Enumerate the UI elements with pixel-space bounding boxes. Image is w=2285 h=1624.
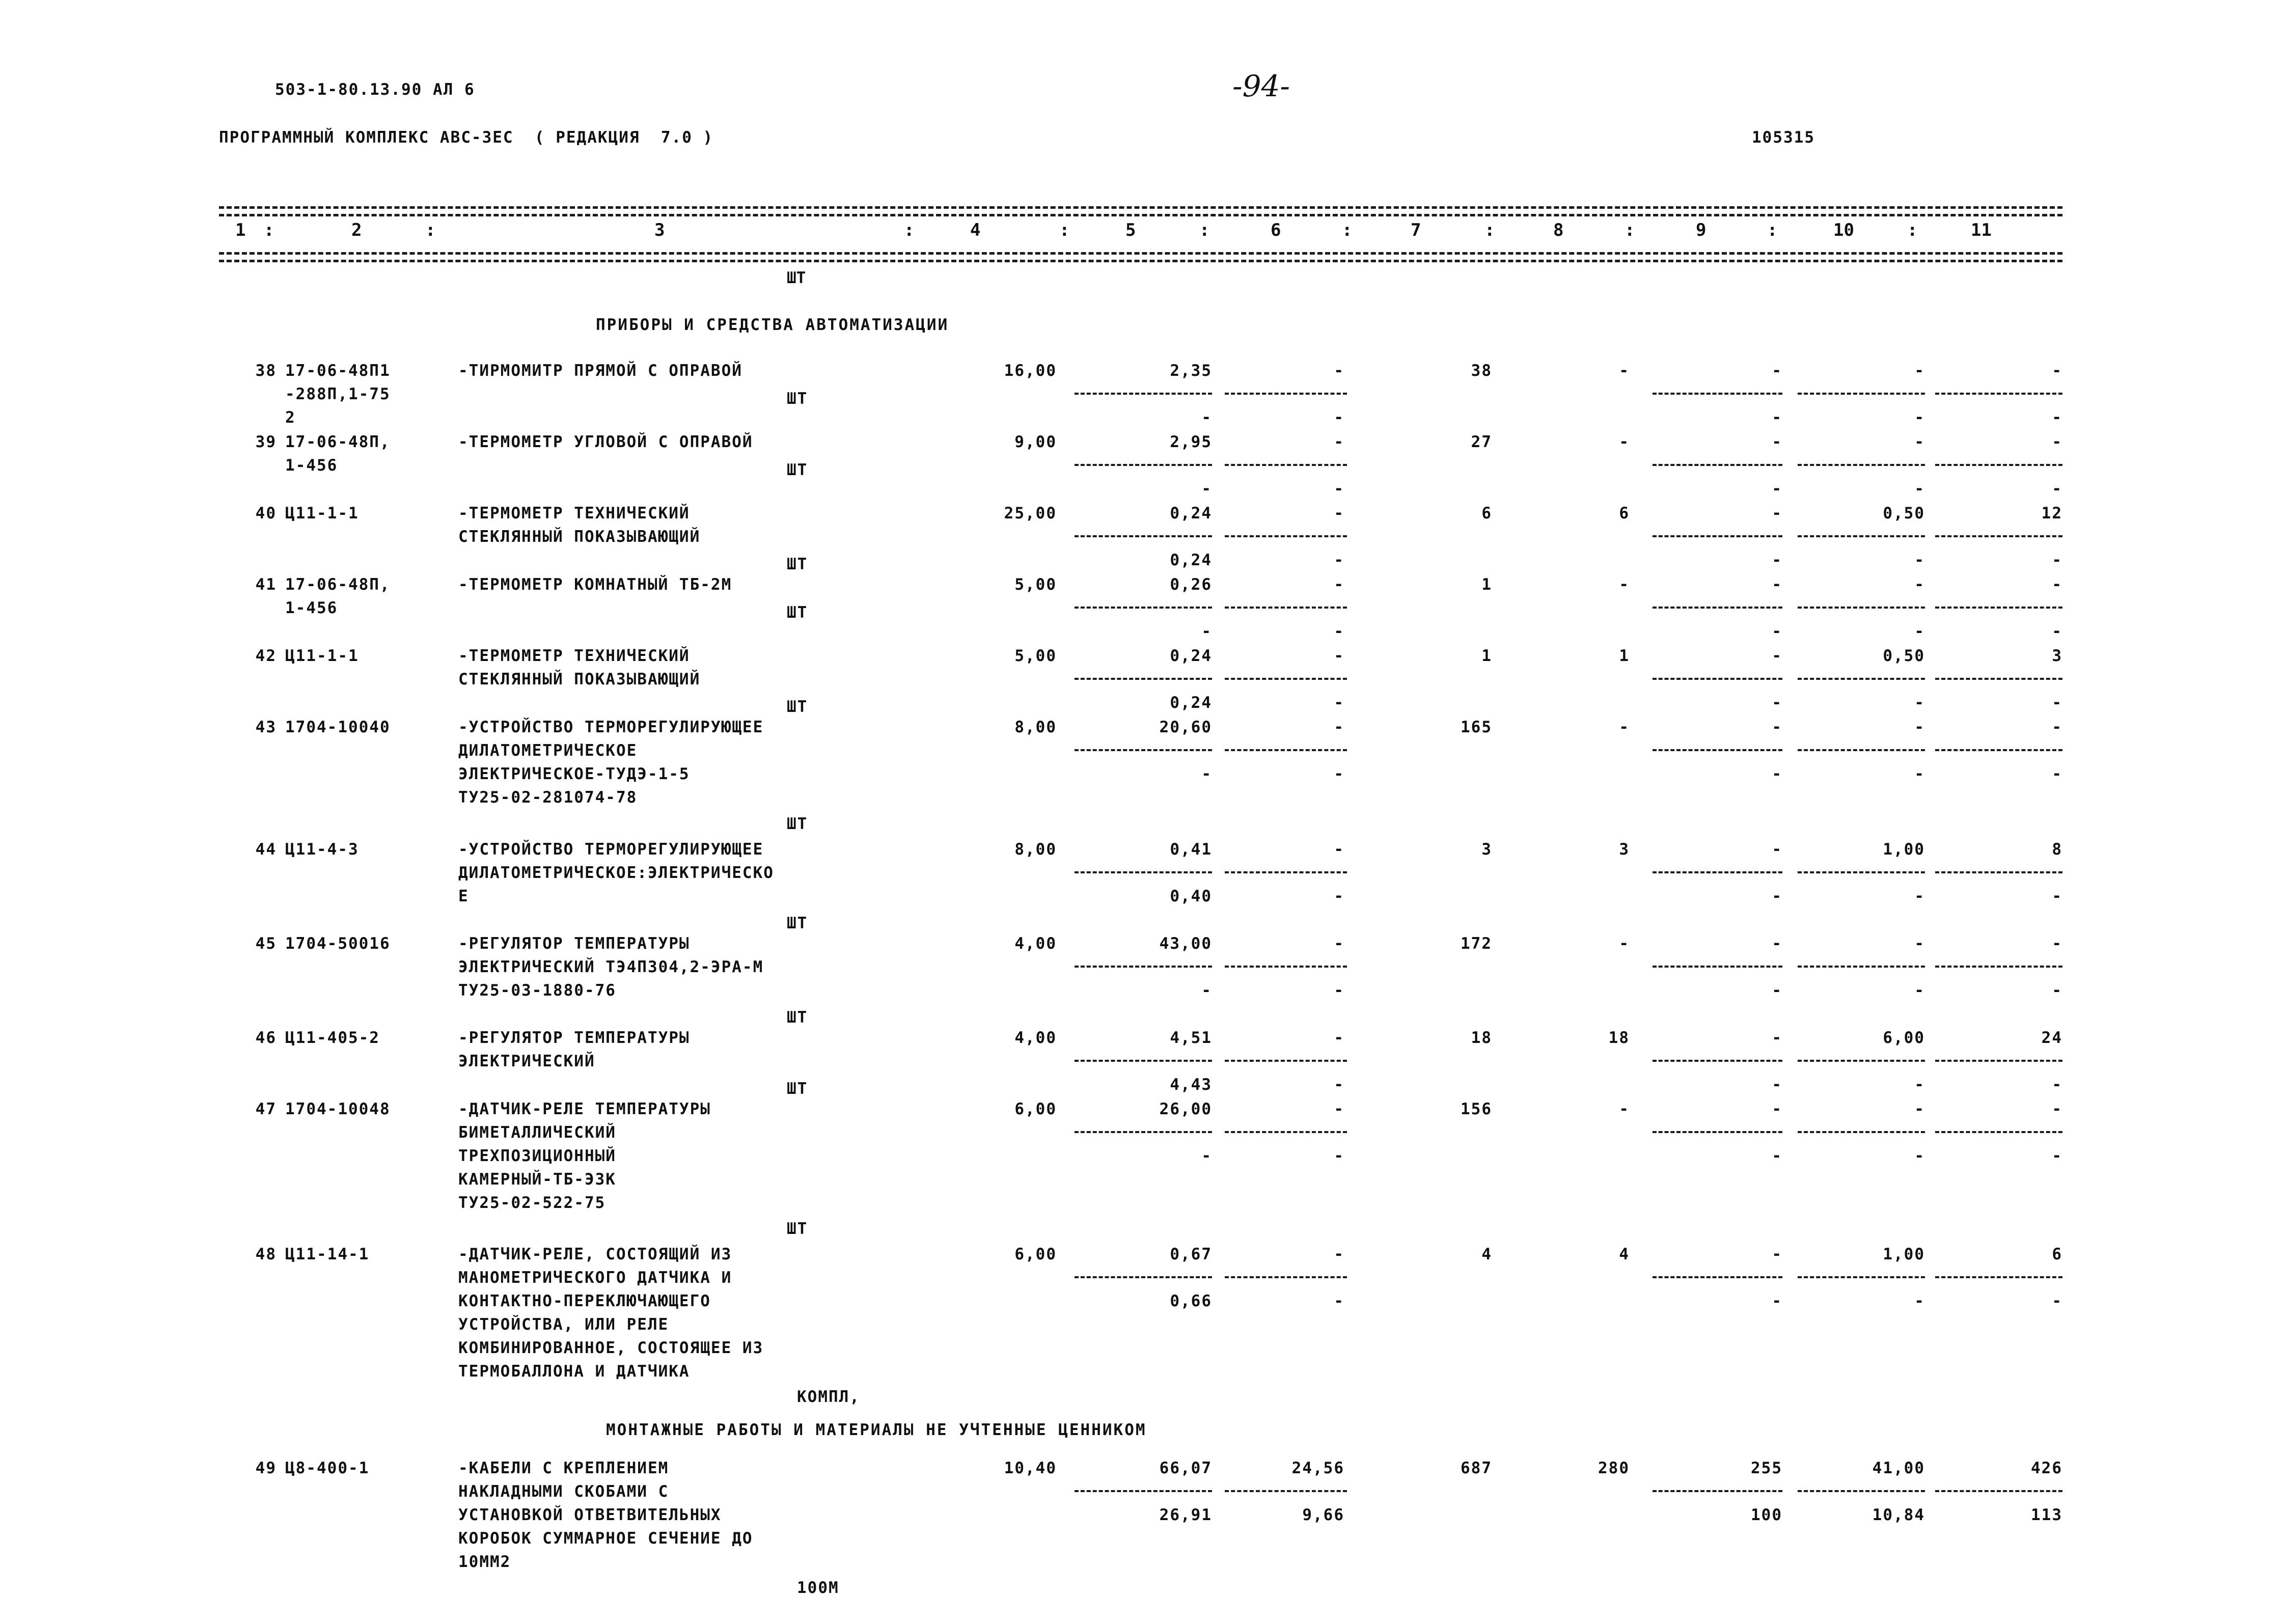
row-description: -РЕГУЛЯТОР ТЕМПЕРАТУРЫ ЭЛЕКТРИЧЕСКИЙ	[458, 1029, 690, 1070]
row-col-6: -	[1334, 1100, 1344, 1118]
row-col-6: -	[1334, 934, 1344, 953]
row-col-10: 6,00	[1883, 1029, 1925, 1047]
row-col-8: 18	[1608, 1029, 1630, 1047]
col-header-4: 4	[970, 220, 981, 240]
row-col-9-sub: -	[1772, 551, 1782, 569]
cell-separator	[1653, 678, 1782, 680]
row-col-5: 0,67	[1170, 1245, 1212, 1263]
row-col-5-sub: -	[1201, 480, 1212, 498]
cell-separator	[1225, 607, 1347, 609]
row-col-9-sub: -	[1772, 1292, 1782, 1310]
row-unit: 100М	[797, 1579, 839, 1597]
row-number: 45	[255, 934, 277, 953]
cell-separator	[1075, 678, 1212, 680]
row-col-8: -	[1619, 718, 1630, 736]
row-col-4: 8,00	[1014, 718, 1057, 736]
cell-separator	[1075, 871, 1212, 873]
row-col-11: 24	[2041, 1029, 2062, 1047]
row-col-10-sub: -	[1914, 981, 1925, 1000]
cell-separator	[1225, 464, 1347, 466]
row-col-6: -	[1334, 840, 1344, 859]
row-col-8: -	[1619, 934, 1630, 953]
row-col-11: -	[2052, 1100, 2062, 1118]
row-col-6-sub: -	[1334, 1147, 1344, 1165]
cell-separator	[1225, 393, 1347, 395]
row-col-6-sub: -	[1334, 981, 1344, 1000]
row-col-5: 0,26	[1170, 575, 1212, 594]
row-number: 40	[255, 504, 277, 522]
row-col-5: 4,51	[1170, 1029, 1212, 1047]
row-col-10: -	[1914, 362, 1925, 380]
row-col-5-sub: -	[1201, 981, 1212, 1000]
row-code: 17-06-48П1 -288П,1-75 2	[285, 362, 391, 427]
row-col-11-sub: -	[2052, 694, 2062, 712]
cell-separator	[1653, 871, 1782, 873]
col-header-8: 8	[1553, 220, 1564, 240]
row-col-6-sub: -	[1334, 551, 1344, 569]
cell-separator	[1935, 1060, 2062, 1062]
cell-separator	[1798, 871, 1925, 873]
row-col-10-sub: -	[1914, 1292, 1925, 1310]
row-code: Ц8-400-1	[285, 1459, 370, 1477]
row-number: 46	[255, 1029, 277, 1047]
row-col-11-sub: -	[2052, 981, 2062, 1000]
row-col-11: -	[2052, 575, 2062, 594]
row-description: -ТЕРМОМЕТР КОМНАТНЫЙ ТБ-2М	[458, 575, 732, 594]
row-col-5-sub: -	[1201, 765, 1212, 783]
row-col-4: 9,00	[1014, 433, 1057, 451]
row-unit: КОМПЛ,	[797, 1388, 860, 1406]
section-title-automation: ПРИБОРЫ И СРЕДСТВА АВТОМАТИЗАЦИИ	[596, 316, 949, 334]
row-code: Ц11-4-3	[285, 840, 359, 859]
row-col-11-sub: -	[2052, 765, 2062, 783]
cell-separator	[1798, 1131, 1925, 1133]
row-col-9: 255	[1751, 1459, 1782, 1477]
col-header-7: 7	[1411, 220, 1421, 240]
row-col-11: 3	[2052, 647, 2062, 665]
row-col-6-sub: -	[1334, 887, 1344, 905]
row-col-9-sub: -	[1772, 765, 1782, 783]
cell-separator	[1935, 749, 2062, 751]
cell-separator	[1075, 393, 1212, 395]
row-col-7: 1	[1481, 647, 1492, 665]
table-header-bottom-rule-2	[219, 260, 2062, 262]
row-col-9: -	[1772, 362, 1782, 380]
row-col-11-sub: -	[2052, 408, 2062, 427]
col-header-10: 10	[1833, 220, 1854, 240]
row-col-5: 0,41	[1170, 840, 1212, 859]
row-code: Ц11-14-1	[285, 1245, 370, 1263]
row-description: -ТЕРМОМЕТР ТЕХНИЧЕСКИЙ СТЕКЛЯННЫЙ ПОКАЗЫВАЮЩИЙ	[458, 647, 701, 689]
row-col-8: -	[1619, 575, 1630, 594]
row-unit: ШТ	[787, 815, 808, 833]
cell-separator	[1935, 607, 2062, 609]
cell-separator	[1225, 1276, 1347, 1278]
row-col-5-sub: 0,24	[1170, 551, 1212, 569]
row-description: -УСТРОЙСТВО ТЕРМОРЕГУЛИРУЮЩЕЕ ДИЛАТОМЕТРИЧЕСКОЕ ЭЛЕКТРИЧЕСКОЕ-ТУДЭ-1-5 ТУ25-02-281074-78	[458, 718, 764, 807]
row-col-8: -	[1619, 433, 1630, 451]
row-col-6: -	[1334, 575, 1344, 594]
row-col-8: 280	[1598, 1459, 1630, 1477]
row-col-6: -	[1334, 1245, 1344, 1263]
cell-separator	[1798, 966, 1925, 968]
row-col-5-sub: -	[1201, 408, 1212, 427]
row-col-10-sub: -	[1914, 622, 1925, 641]
row-col-5-sub: 26,91	[1159, 1506, 1212, 1524]
cell-separator	[1075, 1131, 1212, 1133]
row-col-4: 5,00	[1014, 575, 1057, 594]
row-col-9-sub: -	[1772, 1076, 1782, 1094]
cell-separator	[1935, 966, 2062, 968]
row-col-9: -	[1772, 575, 1782, 594]
row-col-5: 66,07	[1159, 1459, 1212, 1477]
row-number: 49	[255, 1459, 277, 1477]
cell-separator	[1798, 749, 1925, 751]
row-col-9-sub: -	[1772, 480, 1782, 498]
row-col-5: 0,24	[1170, 647, 1212, 665]
row-col-6-sub: -	[1334, 1076, 1344, 1094]
row-col-10-sub: -	[1914, 1147, 1925, 1165]
row-col-11-sub: -	[2052, 1076, 2062, 1094]
cell-separator	[1653, 1060, 1782, 1062]
cell-separator	[1935, 871, 2062, 873]
row-col-5-sub: 4,43	[1170, 1076, 1212, 1094]
row-col-6-sub: -	[1334, 408, 1344, 427]
row-col-9-sub: -	[1772, 622, 1782, 641]
row-col-10-sub: -	[1914, 694, 1925, 712]
cell-separator	[1225, 871, 1347, 873]
col-header-5: 5	[1125, 220, 1136, 240]
row-col-6-sub: -	[1334, 1292, 1344, 1310]
row-unit: ШТ	[787, 914, 808, 932]
col-header-1: 1	[235, 220, 246, 240]
cell-separator	[1798, 1060, 1925, 1062]
row-col-11: -	[2052, 362, 2062, 380]
cell-separator	[1075, 966, 1212, 968]
row-col-9: -	[1772, 504, 1782, 522]
row-unit: ШТ	[787, 390, 808, 408]
row-col-10: -	[1914, 1100, 1925, 1118]
col-header-2: 2	[351, 220, 362, 240]
row-col-11: -	[2052, 718, 2062, 736]
cell-separator	[1798, 607, 1925, 609]
row-number: 47	[255, 1100, 277, 1118]
cell-separator	[1935, 535, 2062, 537]
row-unit: ШТ	[787, 555, 808, 573]
row-col-10: 41,00	[1872, 1459, 1925, 1477]
row-col-10: -	[1914, 718, 1925, 736]
row-col-8: 6	[1619, 504, 1630, 522]
row-col-5: 43,00	[1159, 934, 1212, 953]
cell-separator	[1935, 1490, 2062, 1492]
doc-number: 105315	[1752, 128, 1815, 147]
row-description: -ТЕРМОМЕТР ТЕХНИЧЕСКИЙ СТЕКЛЯННЫЙ ПОКАЗЫВАЮЩИЙ	[458, 504, 701, 546]
cell-separator	[1225, 1490, 1347, 1492]
row-col-5-sub: -	[1201, 1147, 1212, 1165]
cell-separator	[1798, 393, 1925, 395]
cell-separator	[1225, 1131, 1347, 1133]
row-col-5: 20,60	[1159, 718, 1212, 736]
row-col-4: 25,00	[1004, 504, 1057, 522]
row-code: 17-06-48П, 1-456	[285, 575, 391, 617]
row-col-10-sub: 10,84	[1872, 1506, 1925, 1524]
row-col-9-sub: -	[1772, 887, 1782, 905]
row-col-9: -	[1772, 647, 1782, 665]
row-col-8: 3	[1619, 840, 1630, 859]
row-unit: ШТ	[787, 603, 808, 622]
row-col-6-sub: -	[1334, 480, 1344, 498]
doc-code: 503-1-80.13.90 АЛ 6	[275, 80, 475, 99]
row-col-7: 4	[1481, 1245, 1492, 1263]
row-col-6: 24,56	[1291, 1459, 1344, 1477]
cell-separator	[1653, 607, 1782, 609]
row-col-9-sub: -	[1772, 408, 1782, 427]
row-unit: ШТ	[787, 1008, 808, 1027]
row-col-4: 8,00	[1014, 840, 1057, 859]
row-col-11: -	[2052, 433, 2062, 451]
page-number: -94-	[1232, 69, 1290, 103]
row-col-6-sub: 9,66	[1302, 1506, 1344, 1524]
cell-separator	[1935, 393, 2062, 395]
cell-separator	[1798, 1276, 1925, 1278]
row-number: 42	[255, 647, 277, 665]
row-col-11: -	[2052, 934, 2062, 953]
row-col-10: 0,50	[1883, 647, 1925, 665]
table-top-rule-2	[219, 214, 2062, 216]
cell-separator	[1075, 1060, 1212, 1062]
row-col-10: 0,50	[1883, 504, 1925, 522]
row-col-7: 3	[1481, 840, 1492, 859]
cell-separator	[1075, 749, 1212, 751]
cell-separator	[1935, 1131, 2062, 1133]
row-description: -УСТРОЙСТВО ТЕРМОРЕГУЛИРУЮЩЕЕ ДИЛАТОМЕТРИЧЕСКОЕ:ЭЛЕКТРИЧЕСКО Е	[458, 840, 774, 905]
row-col-6: -	[1334, 1029, 1344, 1047]
row-col-7: 27	[1471, 433, 1492, 451]
row-col-5-sub: 0,66	[1170, 1292, 1212, 1310]
row-col-6: -	[1334, 718, 1344, 736]
row-col-5: 0,24	[1170, 504, 1212, 522]
row-col-11-sub: -	[2052, 480, 2062, 498]
row-code: 1704-10048	[285, 1100, 391, 1118]
row-col-6: -	[1334, 504, 1344, 522]
col-header-3: 3	[654, 220, 665, 240]
row-col-11: 6	[2052, 1245, 2062, 1263]
row-col-10-sub: -	[1914, 765, 1925, 783]
row-col-5: 2,35	[1170, 362, 1212, 380]
row-col-9: -	[1772, 934, 1782, 953]
row-col-9-sub: -	[1772, 694, 1782, 712]
row-col-8: -	[1619, 1100, 1630, 1118]
row-col-11-sub: -	[2052, 551, 2062, 569]
cell-separator	[1798, 678, 1925, 680]
row-col-4: 6,00	[1014, 1100, 1057, 1118]
row-col-9: -	[1772, 1029, 1782, 1047]
row-col-10-sub: -	[1914, 1076, 1925, 1094]
cell-separator	[1225, 966, 1347, 968]
row-col-9: -	[1772, 718, 1782, 736]
table-top-rule	[219, 206, 2062, 209]
row-col-8: 4	[1619, 1245, 1630, 1263]
row-number: 48	[255, 1245, 277, 1263]
table-header-bottom-rule	[219, 252, 2062, 255]
cell-separator	[1653, 1131, 1782, 1133]
cell-separator	[1653, 393, 1782, 395]
row-col-9: -	[1772, 433, 1782, 451]
cell-separator	[1935, 464, 2062, 466]
row-col-7: 1	[1481, 575, 1492, 594]
row-number: 39	[255, 433, 277, 451]
row-description: -ТИРМОМИТР ПРЯМОЙ С ОПРАВОЙ	[458, 362, 742, 380]
cell-separator	[1798, 464, 1925, 466]
cell-separator	[1075, 1276, 1212, 1278]
cell-separator	[1075, 535, 1212, 537]
row-description: -ДАТЧИК-РЕЛЕ ТЕМПЕРАТУРЫ БИМЕТАЛЛИЧЕСКИЙ ТРЕХПОЗИЦИОННЫЙ КАМЕРНЫЙ-ТБ-ЭЗК ТУ25-02-522-75	[458, 1100, 711, 1212]
cell-separator	[1798, 1490, 1925, 1492]
row-col-10: 1,00	[1883, 840, 1925, 859]
row-number: 38	[255, 362, 277, 380]
row-col-5-sub: 0,40	[1170, 887, 1212, 905]
row-col-7: 38	[1471, 362, 1492, 380]
row-col-10: 1,00	[1883, 1245, 1925, 1263]
row-col-9: -	[1772, 1100, 1782, 1118]
row-col-9: -	[1772, 840, 1782, 859]
row-col-7: 6	[1481, 504, 1492, 522]
col-header-6: 6	[1271, 220, 1281, 240]
row-col-4: 4,00	[1014, 1029, 1057, 1047]
cell-separator	[1653, 464, 1782, 466]
row-col-5-sub: -	[1201, 622, 1212, 641]
row-col-9-sub: -	[1772, 981, 1782, 1000]
row-code: 1704-50016	[285, 934, 391, 953]
row-col-10: -	[1914, 433, 1925, 451]
row-code: Ц11-405-2	[285, 1029, 380, 1047]
row-col-9-sub: 100	[1751, 1506, 1782, 1524]
row-col-11-sub: -	[2052, 887, 2062, 905]
row-col-6: -	[1334, 433, 1344, 451]
row-col-6-sub: -	[1334, 765, 1344, 783]
row-description: -ТЕРМОМЕТР УГЛОВОЙ С ОПРАВОЙ	[458, 433, 753, 451]
row-col-4: 6,00	[1014, 1245, 1057, 1263]
row-col-10-sub: -	[1914, 408, 1925, 427]
row-col-10: -	[1914, 934, 1925, 953]
row-unit: ШТ	[787, 698, 808, 716]
row-code: 17-06-48П, 1-456	[285, 433, 391, 475]
carry-over-unit: ШТ	[787, 269, 806, 287]
row-col-10: -	[1914, 575, 1925, 594]
cell-separator	[1225, 749, 1347, 751]
cell-separator	[1225, 1060, 1347, 1062]
cell-separator	[1653, 966, 1782, 968]
cell-separator	[1225, 535, 1347, 537]
row-col-11-sub: 113	[2031, 1506, 2062, 1524]
col-header-11: 11	[1971, 220, 1992, 240]
row-col-11-sub: -	[2052, 1292, 2062, 1310]
row-col-5: 2,95	[1170, 433, 1212, 451]
row-col-6: -	[1334, 647, 1344, 665]
row-col-9: -	[1772, 1245, 1782, 1263]
row-col-6: -	[1334, 362, 1344, 380]
row-col-6-sub: -	[1334, 622, 1344, 641]
row-col-11: 426	[2031, 1459, 2062, 1477]
row-unit: ШТ	[787, 461, 808, 479]
row-col-10-sub: -	[1914, 480, 1925, 498]
cell-separator	[1935, 1276, 2062, 1278]
row-col-11: 12	[2041, 504, 2062, 522]
row-col-9-sub: -	[1772, 1147, 1782, 1165]
row-description: -РЕГУЛЯТОР ТЕМПЕРАТУРЫ ЭЛЕКТРИЧЕСКИЙ ТЭ4П304,2-ЭРА-М ТУ25-03-1880-76	[458, 934, 764, 1000]
row-col-4: 5,00	[1014, 647, 1057, 665]
row-description: -КАБЕЛИ С КРЕПЛЕНИЕМ НАКЛАДНЫМИ СКОБАМИ С УСТАНОВКОЙ ОТВЕТВИТЕЛЬНЫХ КОРОБОК СУММАРНОЕ СЕЧЕНИЕ ДО 10ММ2	[458, 1459, 753, 1571]
row-code: Ц11-1-1	[285, 504, 359, 522]
row-number: 43	[255, 718, 277, 736]
row-col-7: 172	[1461, 934, 1492, 953]
row-col-8: -	[1619, 362, 1630, 380]
row-col-11-sub: -	[2052, 622, 2062, 641]
row-col-10-sub: -	[1914, 887, 1925, 905]
cell-separator	[1935, 678, 2062, 680]
row-unit: ШТ	[787, 1220, 808, 1238]
row-col-6-sub: -	[1334, 694, 1344, 712]
row-col-5-sub: 0,24	[1170, 694, 1212, 712]
row-number: 41	[255, 575, 277, 594]
row-unit: ШТ	[787, 1080, 808, 1098]
cell-separator	[1653, 1490, 1782, 1492]
row-col-7: 156	[1461, 1100, 1492, 1118]
row-col-7: 18	[1471, 1029, 1492, 1047]
program-title: ПРОГРАММНЫЙ КОМПЛЕКС АВС-3ЕС ( РЕДАКЦИЯ 7.0 )	[219, 128, 714, 147]
row-col-11: 8	[2052, 840, 2062, 859]
row-col-10-sub: -	[1914, 551, 1925, 569]
row-col-4: 16,00	[1004, 362, 1057, 380]
row-col-5: 26,00	[1159, 1100, 1212, 1118]
row-col-7: 687	[1461, 1459, 1492, 1477]
cell-separator	[1225, 678, 1347, 680]
row-col-11-sub: -	[2052, 1147, 2062, 1165]
row-col-7: 165	[1461, 718, 1492, 736]
section-title-installation: МОНТАЖНЫЕ РАБОТЫ И МАТЕРИАЛЫ НЕ УЧТЕННЫЕ ЦЕННИКОМ	[606, 1421, 1147, 1439]
cell-separator	[1075, 607, 1212, 609]
cell-separator	[1653, 1276, 1782, 1278]
cell-separator	[1798, 535, 1925, 537]
cell-separator	[1653, 749, 1782, 751]
row-col-4: 10,40	[1004, 1459, 1057, 1477]
col-header-9: 9	[1696, 220, 1706, 240]
row-number: 44	[255, 840, 277, 859]
row-code: 1704-10040	[285, 718, 391, 736]
cell-separator	[1075, 1490, 1212, 1492]
cell-separator	[1075, 464, 1212, 466]
row-col-4: 4,00	[1014, 934, 1057, 953]
row-col-8: 1	[1619, 647, 1630, 665]
cell-separator	[1653, 535, 1782, 537]
row-description: -ДАТЧИК-РЕЛЕ, СОСТОЯЩИЙ ИЗ МАНОМЕТРИЧЕСКОГО ДАТЧИКА И КОНТАКТНО-ПЕРЕКЛЮЧАЮЩЕГО УСТРОЙСТВА, ИЛИ РЕЛЕ КОМБИНИРОВАННОЕ, СОСТОЯЩЕЕ ИЗ ТЕРМОБАЛЛОНА И ДАТЧИКА	[458, 1245, 764, 1381]
row-code: Ц11-1-1	[285, 647, 359, 665]
